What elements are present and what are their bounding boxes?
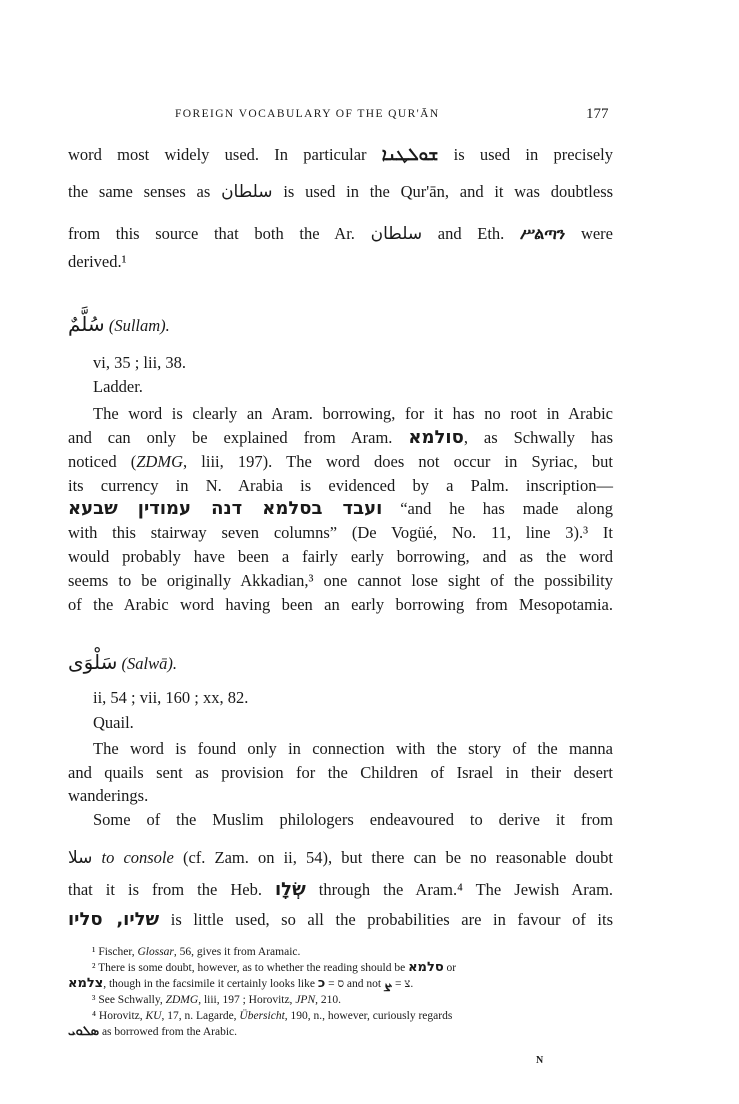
entry-heading-sullam: سُلَّمٌ (Sullam). [68, 312, 170, 336]
text-line: of the Arabic word having been an early borrowing from Mesopotamia. [68, 595, 613, 614]
running-title: FOREIGN VOCABULARY OF THE QUR'ĀN [175, 108, 440, 120]
hebrew-inscription: ועבד בסלמא דנה עמודין שבעא [68, 498, 383, 519]
meaning: Ladder. [93, 377, 143, 396]
ethiopic-word: ሥልጣን [519, 224, 566, 243]
signature-mark: N [536, 1055, 544, 1066]
text-line: and quails sent as provision for the Children of Israel in their desert [68, 763, 613, 782]
hebrew-word: שְׂלָו [275, 879, 306, 900]
arabic-word: سلطان [221, 182, 273, 202]
text-line: שליו, סליו is little used, so all the probabilities are in favour of its [68, 909, 613, 930]
text-line: The word is clearly an Aram. borrowing, for it has no root in Arabic [93, 404, 613, 423]
footnote-1: ¹ Fischer, Glossar, 56, gives it from Aramaic. [92, 946, 301, 958]
meaning: Quail. [93, 713, 134, 732]
footnote-2-continued: צלמא, though in the facsimile it certainly looks like כ = ס and not ܨ = צ. [68, 976, 414, 991]
verse-references: ii, 54 ; vii, 160 ; xx, 82. [93, 688, 249, 707]
page-number: 177 [586, 106, 609, 122]
arabic-word: سلا [68, 848, 93, 868]
text-line: from this source that both the Ar. سلطان and Eth. ሥልጣን were [68, 224, 613, 244]
syriac-word: ܫܘܠܛܢܐ [381, 145, 439, 165]
hebrew-word: שליו, סליו [68, 909, 160, 930]
entry-heading-salwa: سَلْوَى (Salwā). [68, 650, 177, 674]
text-line: derived.¹ [68, 252, 127, 271]
footnote-2: ² There is some doubt, however, as to whether the reading should be סלמא or [92, 960, 457, 975]
footnote-3: ³ See Schwally, ZDMG, liii, 197 ; Horovitz, JPN, 210. [92, 994, 341, 1006]
hebrew-word: סולמא [408, 427, 464, 448]
text-line: The word is found only in connection with the story of the manna [93, 739, 613, 758]
text-line: word most widely used. In particular ܫܘܠܛܢܐ is used in precisely [68, 145, 614, 165]
text-line: Some of the Muslim philologers endeavoured to derive it from [93, 810, 613, 829]
verse-references: vi, 35 ; lii, 38. [93, 353, 187, 372]
footnote-4: ⁴ Horovitz, KU, 17, n. Lagarde, Übersicht, 190, n., however, curiously regards [92, 1010, 453, 1022]
text-line: with this stairway seven columns” (De Vogüé, No. 11, line 3).³ It [68, 523, 613, 542]
text-line: ועבד בסלמא דנה עמודין שבעא “and he has made along [68, 498, 614, 519]
text-line: that it is from the Heb. שְׂלָו through the Aram.⁴ The Jewish Aram. [68, 879, 614, 900]
arabic-headword: سَلْوَى [68, 650, 118, 674]
text-line: wanderings. [68, 786, 149, 805]
text-line: the same senses as سلطان is used in the Qur'ān, and it was doubtless [68, 182, 614, 202]
arabic-headword: سُلَّمٌ [68, 312, 105, 336]
text-line: would probably have been a fairly early borrowing, and as the word [68, 547, 613, 566]
text-line: noticed (ZDMG, liii, 197). The word does not occur in Syriac, but [68, 452, 614, 471]
text-line: سلا to console (cf. Zam. on ii, 54), but there can be no reasonable doubt [68, 848, 613, 868]
text-line: seems to be originally Akkadian,³ one cannot lose sight of the possibility [68, 571, 613, 590]
footnote-4-continued: ܣܠܘܝ as borrowed from the Arabic. [68, 1024, 238, 1039]
arabic-word: سلطان [370, 224, 423, 244]
text-line: its currency in N. Arabia is evidenced by a Palm. inscription— [68, 476, 613, 495]
text-line: and can only be explained from Aram. סולמא, as Schwally has [68, 427, 613, 448]
